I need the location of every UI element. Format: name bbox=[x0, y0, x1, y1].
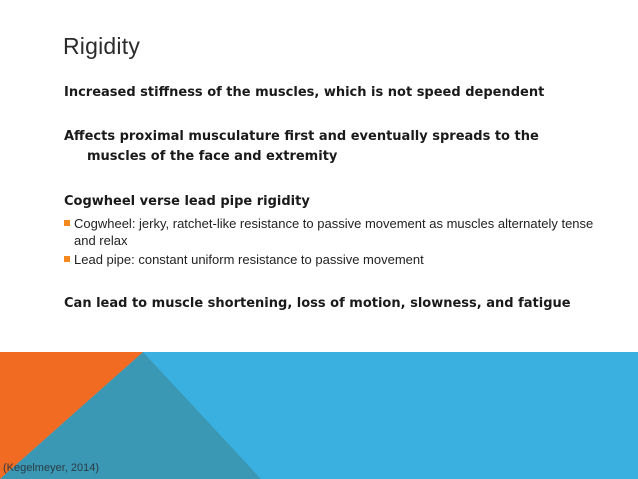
sub-bullet-cogwheel-text: Cogwheel: jerky, ratchet-like resistance to passive movement as muscles alternately tense and relax bbox=[74, 216, 594, 248]
citation: (Kegelmeyer, 2014) bbox=[3, 462, 99, 474]
bullet-proximal-line-1: Affects proximal musculature first and eventually spreads to the bbox=[64, 129, 539, 144]
slide-title: Rigidity bbox=[63, 33, 141, 59]
sub-bullet-lead-pipe-text: Lead pipe: constant uniform resistance to passive movement bbox=[74, 252, 424, 267]
bullet-proximal-line-2: muscles of the face and extremity bbox=[87, 149, 338, 164]
bullet-consequences: Can lead to muscle shortening, loss of motion, slowness, and fatigue bbox=[64, 296, 571, 311]
bullet-stiffness: Increased stiffness of the muscles, which is not speed dependent bbox=[64, 85, 545, 100]
bullet-cogwheel-vs-lead-pipe: Cogwheel verse lead pipe rigidity bbox=[64, 194, 310, 209]
